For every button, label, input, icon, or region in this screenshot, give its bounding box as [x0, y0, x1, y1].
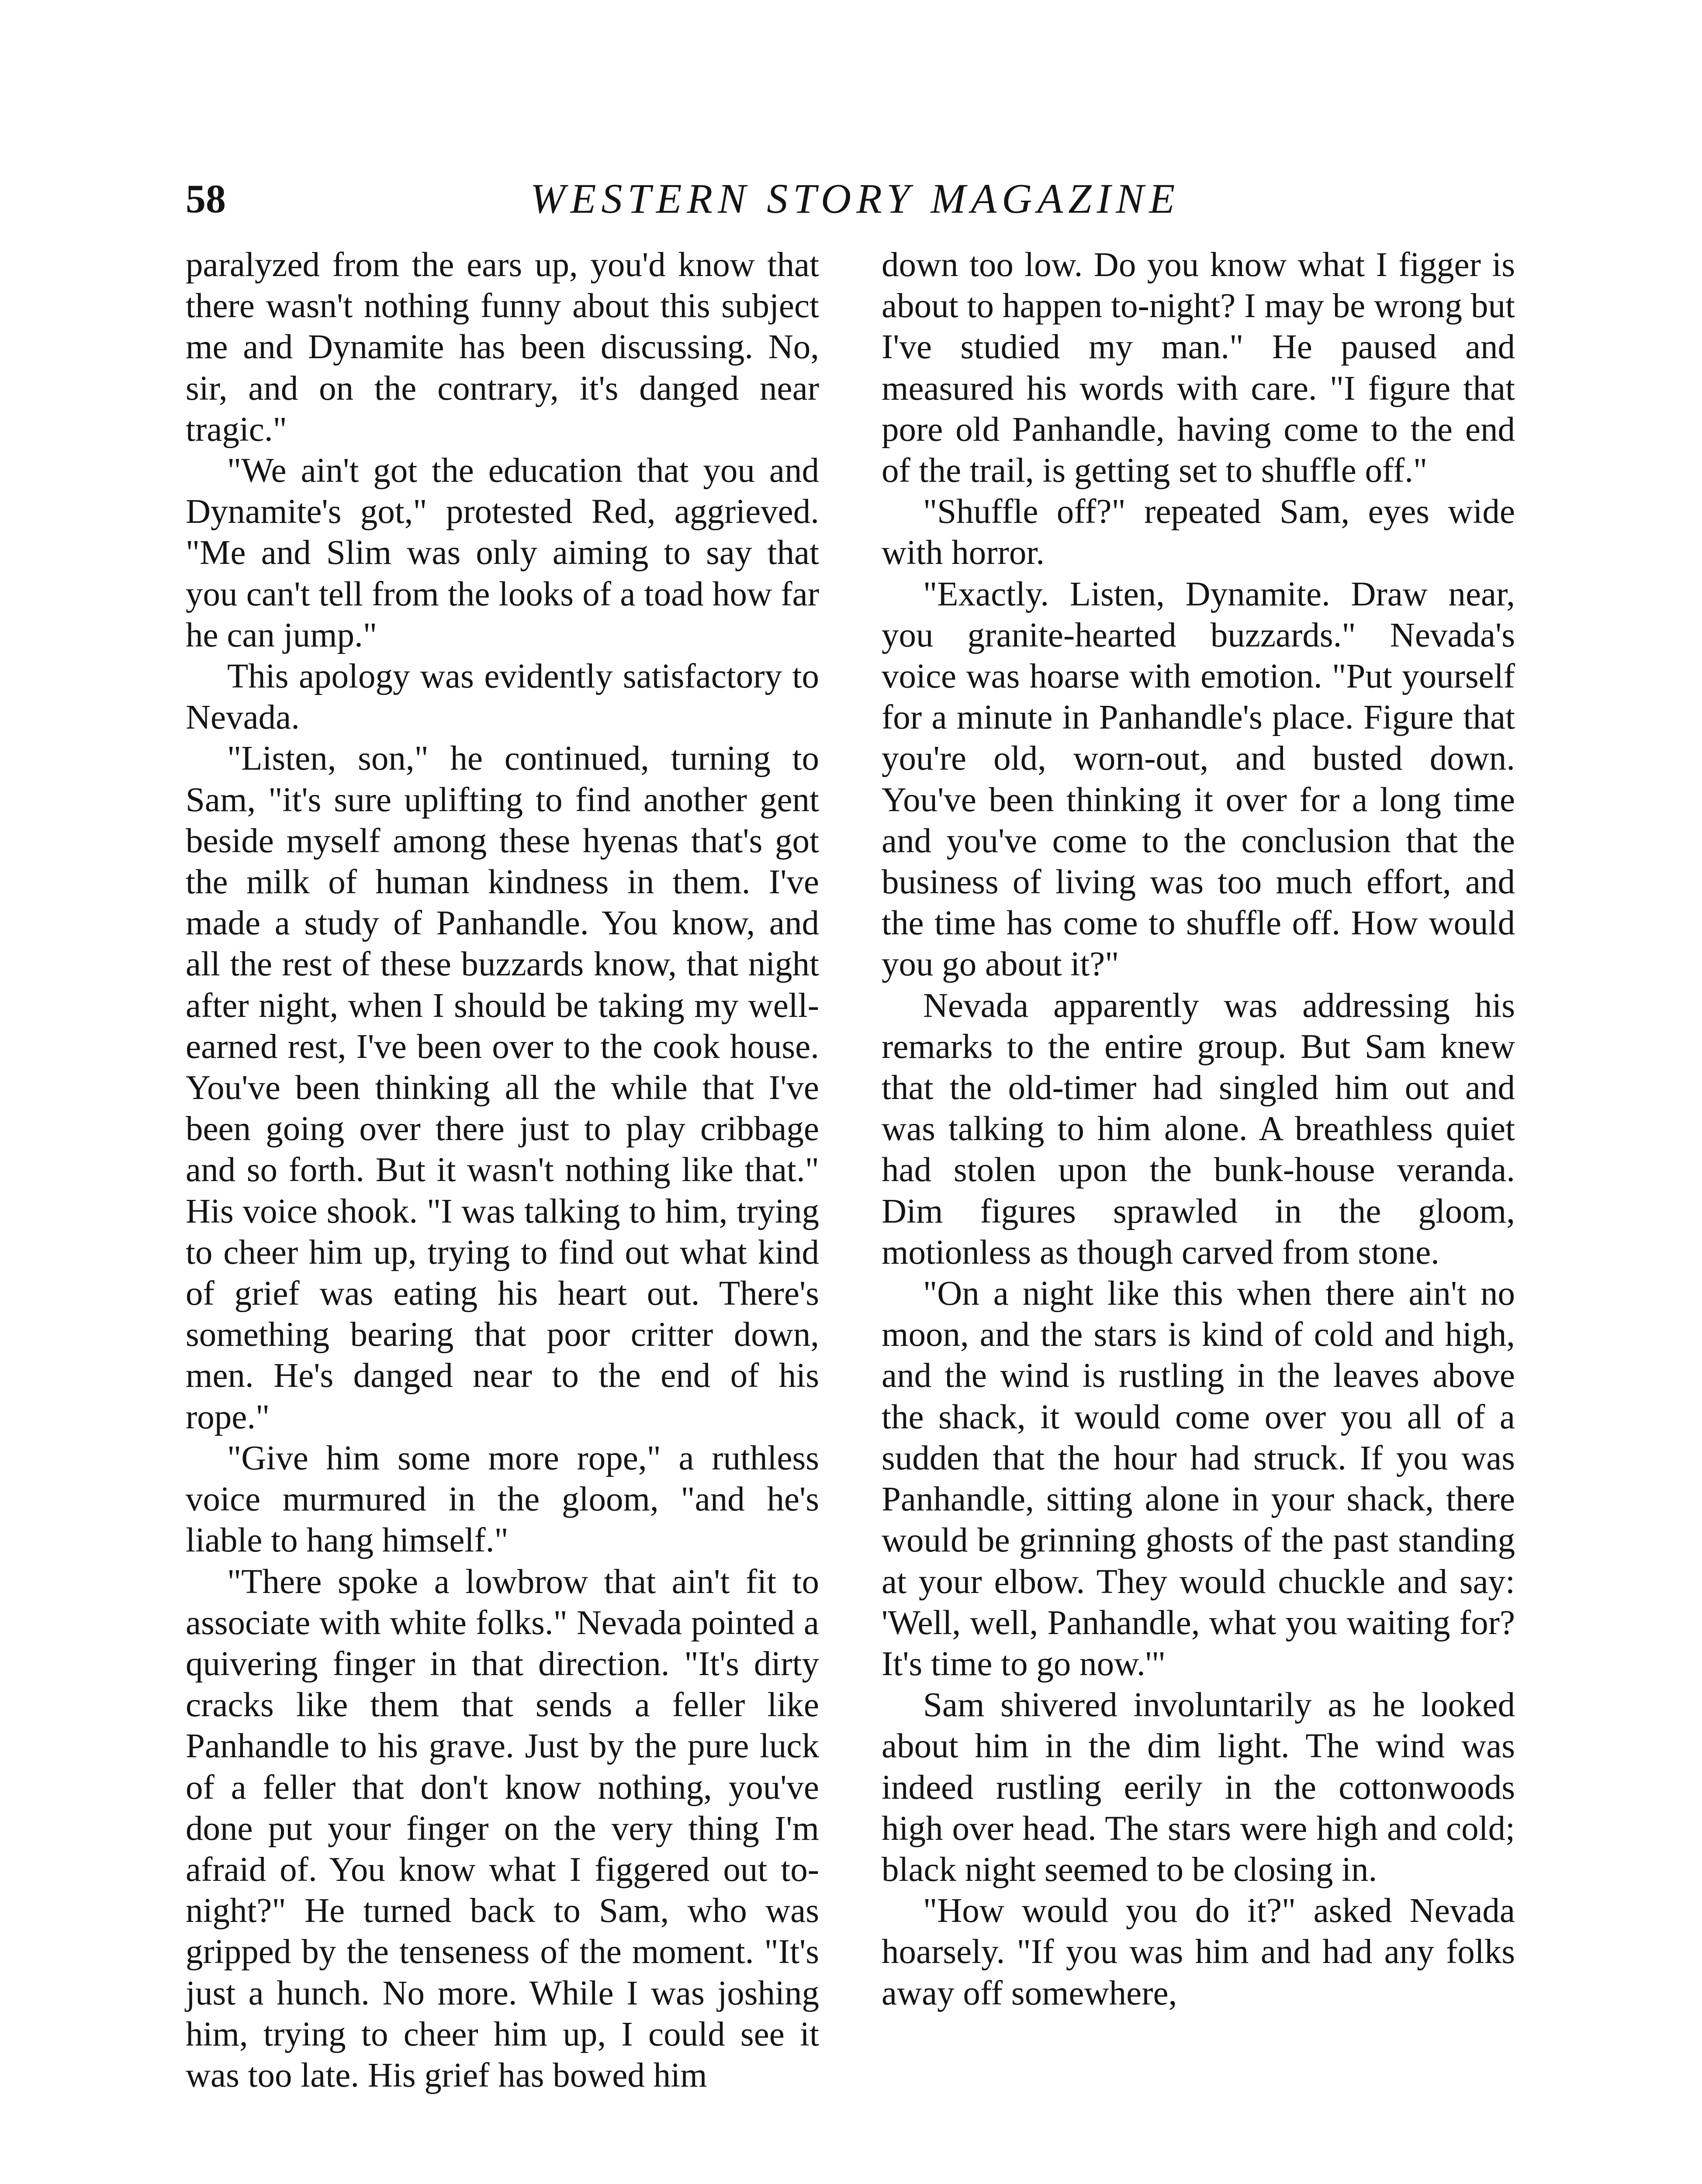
page-number: 58	[186, 176, 226, 221]
paragraph: This apology was evidently satisfactory to Nevada.	[186, 657, 819, 737]
left-text-column	[186, 245, 819, 2096]
paragraph: down too low. Do you know what I figger is about to happen to-night? I may be wrong but I've studied my man." He paused and measured his words with care. "I figure that pore old Panhandle, having come to the end of the trail, is getting set to shuffle off."	[882, 246, 1515, 490]
paragraph: Sam shivered involuntarily as he looked about him in the dim light. The wind was indeed rustling eerily in the cottonwoods high over head. The stars were high and cold; black night seemed to be closing in.	[882, 1686, 1515, 1889]
paragraph: "Listen, son," he continued, turning to Sam, "it's sure uplifting to find another gent beside myself among these hyenas that's got the milk of human kindness in them. I've made a study of Panhandle. You know, and all the rest of these buzzards know, that night after night, when I should be taking my well-earned rest, I've been over to the cook house. You've been thinking all the while that I've been going over there just to play cribbage and so forth. But it wasn't nothing like that." His voice shook. "I was talking to him, trying to cheer him up, trying to find out what kind of grief was eating his heart out. There's something bearing that poor critter down, men. He's danged near to the end of his rope."	[186, 740, 819, 1436]
paragraph: "On a night like this when there ain't no moon, and the stars is kind of cold and high, and the wind is rustling in the leaves above the shack, it would come over you all of a sudden that the hour had struck. If you was Panhandle, sitting alone in your shack, there would be grinning ghosts of the past standing at your elbow. They would chuckle and say: 'Well, well, Panhandle, what you waiting for? It's time to go now.'"	[882, 1275, 1515, 1683]
page-header	[186, 166, 1525, 232]
paragraph: "How would you do it?" asked Nevada hoarsely. "If you was him and had any folks away off somewhere,	[882, 1892, 1515, 2012]
paragraph: Nevada apparently was addressing his remarks to the entire group. But Sam knew that the old-timer had singled him out and was talking to him alone. A breathless quiet had stolen upon the bunk-house veranda. Dim figures sprawled in the gloom, motionless as though carved from stone.	[882, 986, 1515, 1272]
paragraph: paralyzed from the ears up, you'd know that there wasn't nothing funny about this subject me and Dynamite has been discussing. No, sir, and on the contrary, it's danged near tragic."	[186, 246, 819, 449]
paragraph: "There spoke a lowbrow that ain't fit to associate with white folks." Nevada pointed a quivering finger in that direction. "It's dirty cracks like them that sends a feller like Panhandle to his grave. Just by the pure luck of a feller that don't know nothing, you've done put your finger on the very thing I'm afraid of. You know what I figgered out to-night?" He turned back to Sam, who was gripped by the tenseness of the moment. "It's just a hunch. No more. While I was joshing him, trying to cheer him up, I could see it was too late. His grief has bowed him	[186, 1562, 819, 2094]
paragraph: "Give him some more rope," a ruthless voice murmured in the gloom, "and he's liable to hang himself."	[186, 1439, 819, 1560]
right-text-column	[882, 245, 1515, 2014]
paragraph: "We ain't got the education that you and Dynamite's got," protested Red, aggrieved. "Me and Slim was only aiming to say that you can't tell from the looks of a toad how far he can jump."	[186, 452, 819, 654]
magazine-title: WESTERN STORY MAGAZINE	[530, 175, 1180, 222]
paragraph: "Shuffle off?" repeated Sam, eyes wide with horror.	[882, 493, 1515, 572]
paragraph: "Exactly. Listen, Dynamite. Draw near, you granite-hearted buzzards." Nevada's voice was hoarse with emotion. "Put yourself for a minute in Panhandle's place. Figure that you're old, worn-out, and busted down. You've been thinking it over for a long time and you've come to the conclusion that the business of living was too much effort, and the time has come to shuffle off. How would you go about it?"	[882, 575, 1515, 984]
